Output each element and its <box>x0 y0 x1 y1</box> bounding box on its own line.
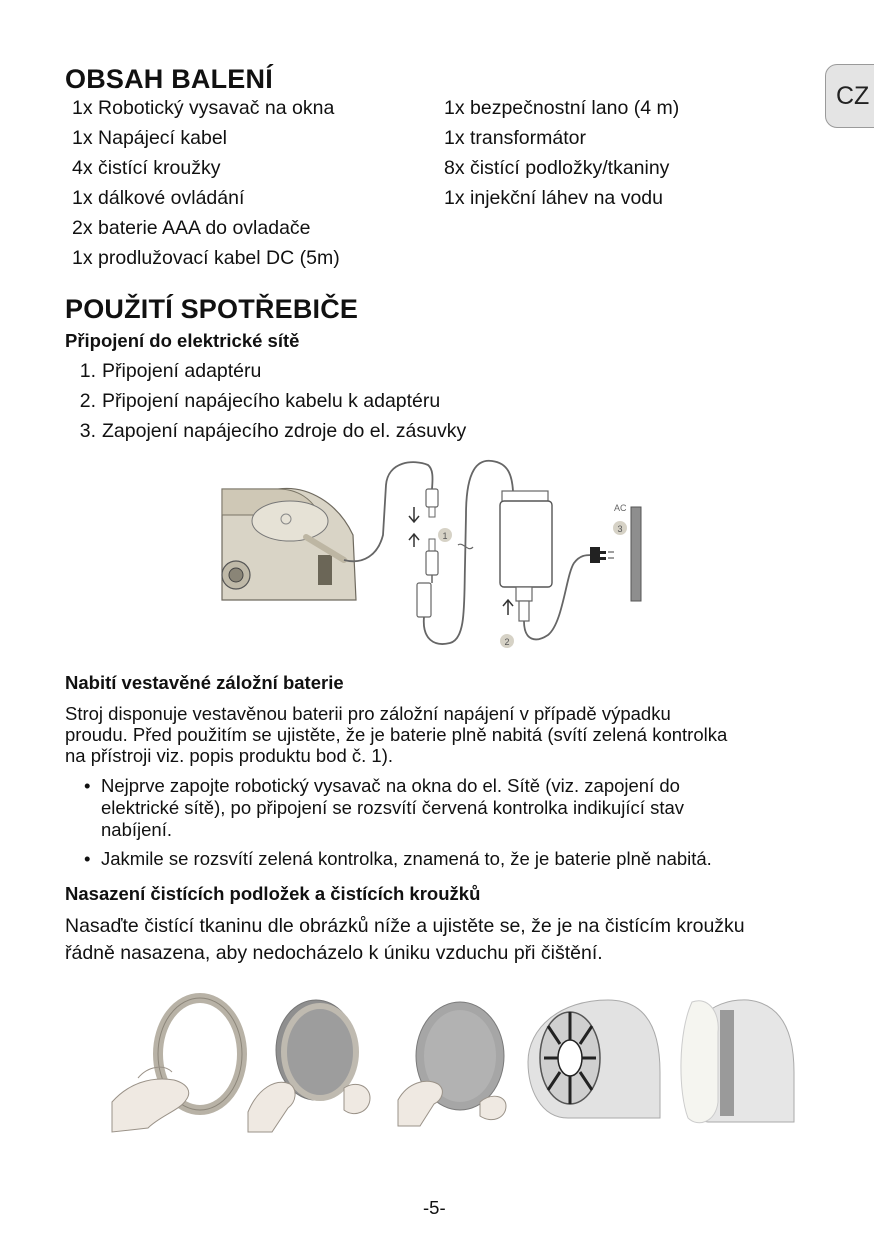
page-number: -5- <box>423 1197 446 1218</box>
callout-3: 3 <box>617 524 623 534</box>
battery-paragraph <box>65 703 808 766</box>
battery-bullet-1 <box>84 775 804 845</box>
bullet-glyph: • <box>84 775 91 796</box>
language-tab-label: CZ <box>836 82 870 110</box>
paragraph-line: proudu. Před použitím se ujistěte, že je baterie plně nabitá (svítí zelená kontrolka <box>65 724 728 745</box>
package-item: 4x čistící kroužky <box>72 157 221 179</box>
language-tab <box>825 64 874 128</box>
step-item <box>72 356 466 386</box>
paragraph-line: Stroj disponuje vestavěnou baterii pro záložní napájení v případě výpadku <box>65 703 671 724</box>
photo-pad-into-ring <box>248 1000 370 1132</box>
paragraph-line: řádně nasazena, aby nedocházelo k úniku vzduchu při čištění. <box>65 942 603 964</box>
package-item: 2x baterie AAA do ovladače <box>72 217 311 239</box>
connection-steps <box>72 356 466 446</box>
usage-title: POUŽITÍ SPOTŘEBIČE <box>65 294 359 324</box>
package-title: OBSAH BALENÍ <box>65 64 273 94</box>
battery-bullet-2 <box>84 848 804 872</box>
paragraph-line: na přístroji viz. popis produktu bod č. 1). <box>65 745 394 766</box>
step-number: 2. <box>79 390 96 412</box>
ac-label: AC <box>614 503 627 513</box>
pads-heading: Nasazení čistících podložek a čistících kroužků <box>65 883 481 904</box>
photo-ring-in-hand <box>112 998 242 1132</box>
package-item: 1x Napájecí kabel <box>72 127 228 149</box>
step-text: Připojení napájecího kabelu k adaptéru <box>102 390 441 412</box>
connection-heading: Připojení do elektrické sítě <box>65 330 300 351</box>
bullet-line: Nejprve zapojte robotický vysavač na okna do el. Sítě (viz. zapojení do <box>101 775 680 796</box>
robot-device-illustration <box>222 488 356 600</box>
pads-paragraph <box>65 913 745 967</box>
step-text: Zapojení napájecího zdroje do el. zásuvky <box>102 420 467 442</box>
photo-robot-turbine <box>528 1000 660 1118</box>
paragraph-line: Nasaďte čistící tkaninu dle obrázků níže a ujistěte se, že je na čistícím kroužku <box>65 915 745 937</box>
photo-assembled-pad <box>398 1002 506 1126</box>
package-list-left <box>72 93 340 273</box>
bullet-glyph: • <box>84 848 91 869</box>
package-item: 1x dálkové ovládání <box>72 187 245 209</box>
step-text: Připojení adaptéru <box>102 360 262 382</box>
package-item: 8x čistící podložky/tkaniny <box>444 157 670 179</box>
bullet-line: elektrické sítě), po připojení se rozsvítí červená kontrolka indikující stav <box>101 797 685 818</box>
battery-heading: Nabití vestavěné záložní baterie <box>65 672 344 693</box>
connection-diagram <box>218 455 648 655</box>
bullet-line: nabíjení. <box>101 819 172 840</box>
package-list-right <box>444 93 679 213</box>
step-item <box>72 416 466 446</box>
step-number: 1. <box>79 360 96 382</box>
photo-robot-with-pad <box>681 1000 794 1123</box>
step-item <box>72 386 466 416</box>
callout-1: 1 <box>442 531 448 541</box>
bullet-line: Jakmile se rozsvítí zelená kontrolka, znamená to, že je baterie plně nabitá. <box>101 848 712 869</box>
step-number: 3. <box>79 420 96 442</box>
callout-2: 2 <box>504 637 510 647</box>
package-item: 1x transformátor <box>444 127 586 149</box>
pad-installation-photos <box>108 992 798 1137</box>
package-item: 1x bezpečnostní lano (4 m) <box>444 97 680 119</box>
package-item: 1x Robotický vysavač na okna <box>72 97 335 119</box>
package-item: 1x prodlužovací kabel DC (5m) <box>72 247 340 269</box>
package-item: 1x injekční láhev na vodu <box>444 187 663 209</box>
